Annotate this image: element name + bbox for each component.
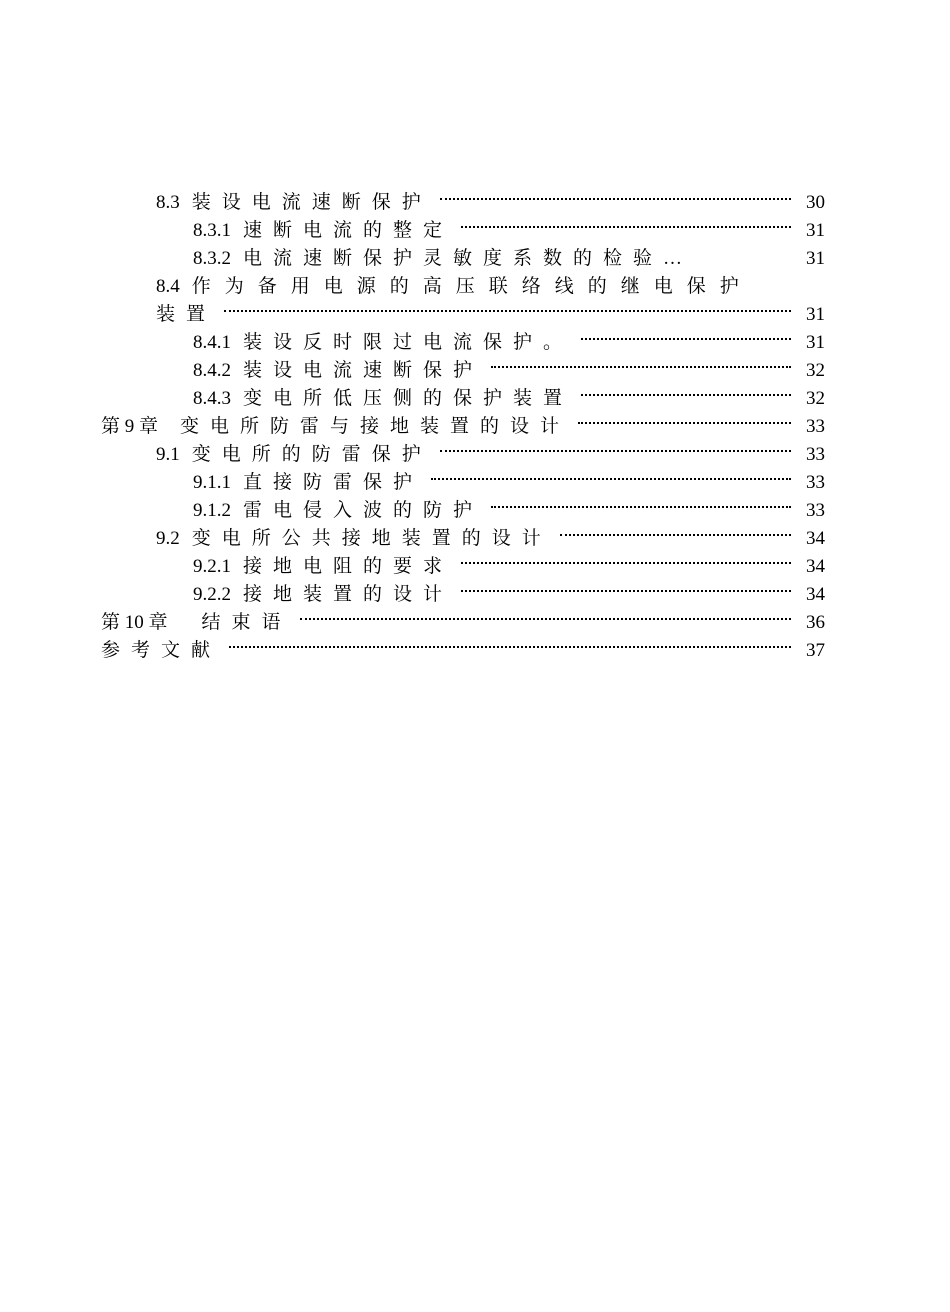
toc-entry[interactable]: [101, 628, 825, 661]
toc-page: 31: [806, 304, 825, 325]
toc-entry[interactable]: [193, 488, 825, 521]
toc-title: 变电所防雷与接地装置的设计: [180, 416, 571, 437]
toc-number: 第 9 章: [101, 416, 159, 437]
toc-entry[interactable]: [193, 208, 825, 241]
toc-entry[interactable]: [193, 236, 825, 269]
toc-number: 8.3.2: [193, 248, 231, 269]
toc-page: 30: [806, 192, 825, 213]
toc-title: 装设电流速断保护: [243, 360, 484, 381]
toc-title: 变电所低压侧的保护装置: [243, 388, 574, 409]
toc-page: 34: [806, 528, 825, 549]
toc-page: 32: [806, 360, 825, 381]
toc-number: 9.1: [156, 444, 180, 465]
toc-page: 31: [806, 220, 825, 241]
toc-entry[interactable]: [193, 376, 825, 409]
dot-leader: [491, 488, 791, 516]
toc-title: 雷电侵入波的防护: [243, 500, 484, 521]
toc-title: 电流速断保护灵敏度系数的检验…: [243, 248, 694, 269]
toc-title: 装设反时限过电流保护。: [243, 332, 574, 353]
toc-title: 作为备用电源的高压联络线的继电保护: [191, 276, 753, 297]
dot-leader: [578, 404, 791, 432]
toc-number: 9.2.2: [193, 584, 231, 605]
toc-number: 8.4.1: [193, 332, 231, 353]
toc-title: 接地装置的设计: [243, 584, 454, 605]
toc-entry[interactable]: [156, 432, 825, 465]
toc-title: 直接防雷保护: [243, 472, 424, 493]
toc-number: 第 10 章: [101, 612, 168, 633]
dot-leader: [560, 516, 791, 544]
toc-entry[interactable]: [193, 320, 825, 353]
toc-page: 34: [806, 584, 825, 605]
toc-entry[interactable]: [101, 600, 825, 633]
toc-entry[interactable]: [193, 572, 825, 605]
toc-page: 34: [806, 556, 825, 577]
toc-page: 32: [806, 388, 825, 409]
dot-leader: [229, 628, 791, 656]
toc-entry[interactable]: [156, 516, 825, 549]
toc-title: 变电所的防雷保护: [191, 444, 432, 465]
toc-number: 9.1.2: [193, 500, 231, 521]
toc-title: 接地电阻的要求: [243, 556, 454, 577]
toc-number: 9.2: [156, 528, 180, 549]
toc-number: 8.3.1: [193, 220, 231, 241]
toc-title: 变电所公共接地装置的设计: [191, 528, 552, 549]
dot-leader: [461, 544, 791, 572]
toc-number: 8.4.2: [193, 360, 231, 381]
toc-title: 速断电流的整定: [243, 220, 454, 241]
toc-page: 33: [806, 416, 825, 437]
toc-number: 8.3: [156, 192, 180, 213]
toc-page: 37: [806, 640, 825, 661]
dot-leader: [300, 600, 791, 628]
toc-page: 33: [806, 472, 825, 493]
toc-number: 8.4: [156, 276, 180, 297]
toc-entry[interactable]: [193, 348, 825, 381]
toc-page: 33: [806, 444, 825, 465]
dot-leader: [491, 348, 791, 376]
dot-leader: [431, 460, 791, 488]
toc-title: 装置: [156, 304, 217, 325]
dot-leader: [461, 572, 791, 600]
dot-leader: [581, 320, 791, 348]
toc-entry[interactable]: [156, 180, 825, 213]
toc-number: 9.2.1: [193, 556, 231, 577]
toc-entry[interactable]: [193, 544, 825, 577]
toc-entry[interactable]: [156, 292, 825, 325]
toc-page: 31: [806, 332, 825, 353]
toc-title: 装设电流速断保护: [191, 192, 432, 213]
toc-number: 8.4.3: [193, 388, 231, 409]
toc-number: 9.1.1: [193, 472, 231, 493]
toc-title: 参考文献: [101, 640, 222, 661]
toc-entry[interactable]: [193, 460, 825, 493]
toc-page: 36: [806, 612, 825, 633]
dot-leader: [461, 208, 791, 236]
dot-leader: [224, 292, 791, 320]
toc-entry[interactable]: [101, 404, 825, 437]
toc-page: 33: [806, 500, 825, 521]
toc-entry[interactable]: [156, 264, 825, 297]
toc-page: 31: [806, 248, 825, 269]
dot-leader: [440, 180, 791, 208]
toc-title: 结束语: [201, 612, 292, 633]
dot-leader: [440, 432, 791, 460]
dot-leader: [581, 376, 791, 404]
